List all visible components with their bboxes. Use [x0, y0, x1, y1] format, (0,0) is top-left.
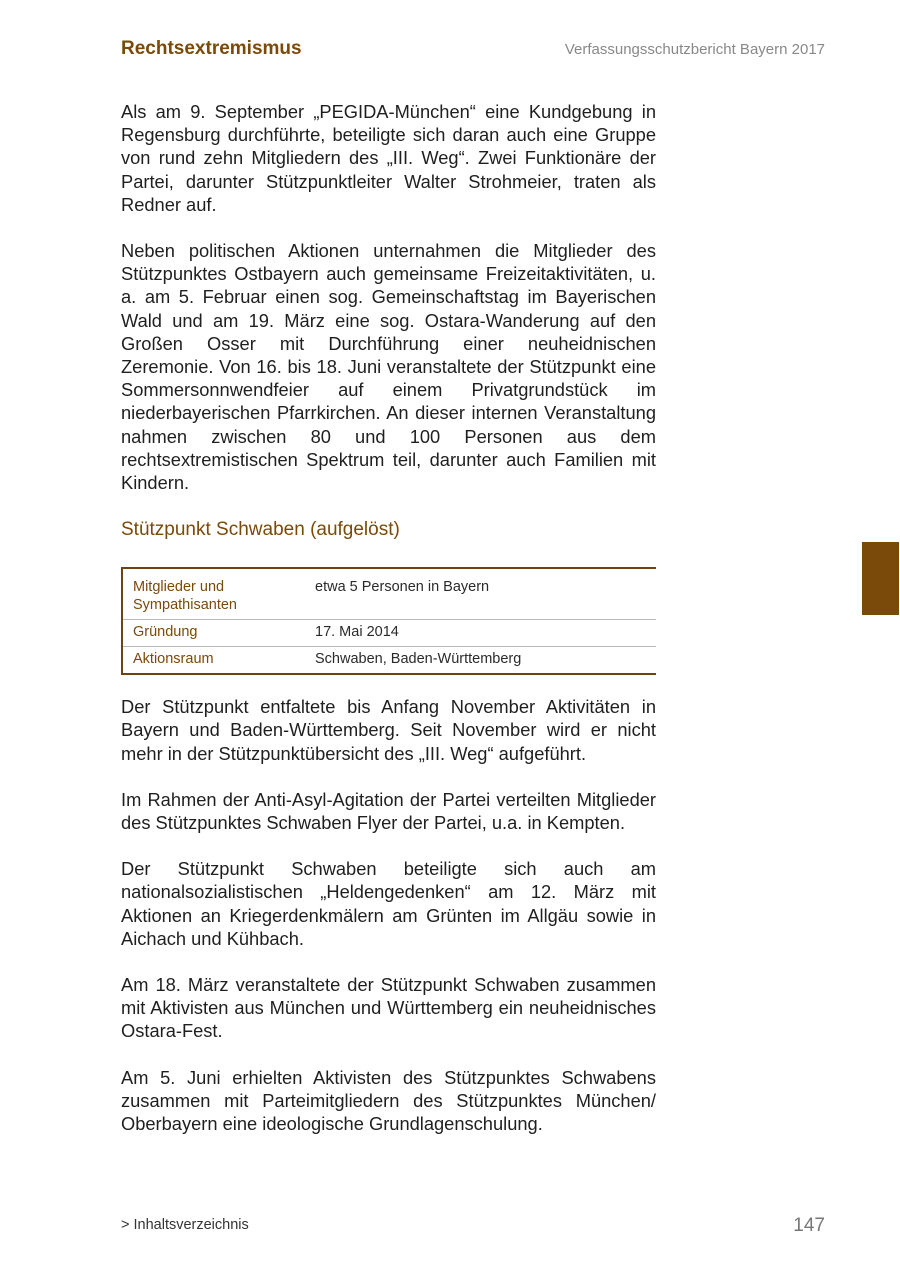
fact-row-action-area	[123, 647, 656, 673]
paragraph: Am 5. Juni erhielten Aktivisten des Stützpunktes Schwabens zusammen mit Parteimitgliedern des Stützpunktes München/ Oberbayern eine ideologische Grundlagenschulung.	[121, 1066, 656, 1135]
report-title: Verfassungsschutzbericht Bayern 2017	[564, 41, 825, 58]
fact-value: etwa 5 Personen in Bayern	[315, 579, 490, 596]
section-title: Rechtsextremismus	[121, 38, 302, 59]
paragraph: Der Stützpunkt Schwaben beteiligte sich auch am nationalsozialistischen „Heldengedenken“ am 12. März mit Aktionen an Kriegerdenkmälern am Grünten im Allgäu sowie in Aichach und Kühbach.	[121, 858, 656, 949]
paragraph: Neben politischen Aktionen unternahmen die Mitglieder des Stützpunktes Ostbayern auch gemeinsame Freizeitaktivitäten, u. a. am 5. Februar einen sog. Gemeinschaftstag im Bayerischen Wald und am 19. März eine sog. Ostara-Wanderung auf den Großen Osser mit Durchführung einer neuheidnischen Zeremonie. Von 16. bis 18. Juni veranstaltete der Stützpunkt eine Sommersonnwendfeier auf einem Privatgrundstück im niederbayerischen Pfarrkirchen. An dieser internen Veranstaltung nahmen zwischen 80 und 100 Personen aus dem rechtsextremistischen Spektrum teil, darunter auch Familien mit Kindern.	[121, 240, 656, 494]
fact-label: Aktionsraum	[133, 651, 214, 668]
fact-label: Mitglieder und Sympathisanten	[133, 579, 237, 614]
fact-value: 17. Mai 2014	[315, 624, 399, 641]
page-number: 147	[793, 1215, 825, 1236]
paragraph: Am 18. März veranstaltete der Stützpunkt Schwaben zusammen mit Aktivisten aus München und Württemberg ein neuheidnisches Ostara-Fest.	[121, 974, 656, 1042]
fact-box	[121, 567, 656, 675]
paragraph: Im Rahmen der Anti-Asyl-Agitation der Partei verteilten Mitglieder des Stützpunktes Schwaben Flyer der Partei, u.a. in Kempten.	[121, 788, 656, 834]
fact-row-founding	[123, 620, 656, 647]
fact-value: Schwaben, Baden-Württemberg	[315, 651, 522, 668]
toc-link[interactable]: > Inhaltsverzeichnis	[121, 1217, 249, 1233]
paragraph: Als am 9. September „PEGIDA-München“ eine Kundgebung in Regensburg durchführte, beteiligte sich daran auch eine Gruppe von rund zehn Mitgliedern des „III. Weg“. Zwei Funktionäre der Partei, darunter Stützpunktleiter Walter Strohmeier, traten als Redner auf.	[121, 101, 656, 215]
fact-label: Gründung	[133, 624, 198, 641]
chapter-marker-tab	[862, 542, 899, 615]
fact-row-members	[123, 575, 656, 620]
paragraph: Der Stützpunkt entfaltete bis Anfang November Aktivitäten in Bayern und Baden-Württemberg. Seit November wird er nicht mehr in der Stützpunktübersicht des „III. Weg“ aufgeführt.	[121, 696, 656, 764]
section-heading: Stützpunkt Schwaben (aufgelöst)	[121, 519, 400, 541]
main-content	[121, 100, 656, 1158]
